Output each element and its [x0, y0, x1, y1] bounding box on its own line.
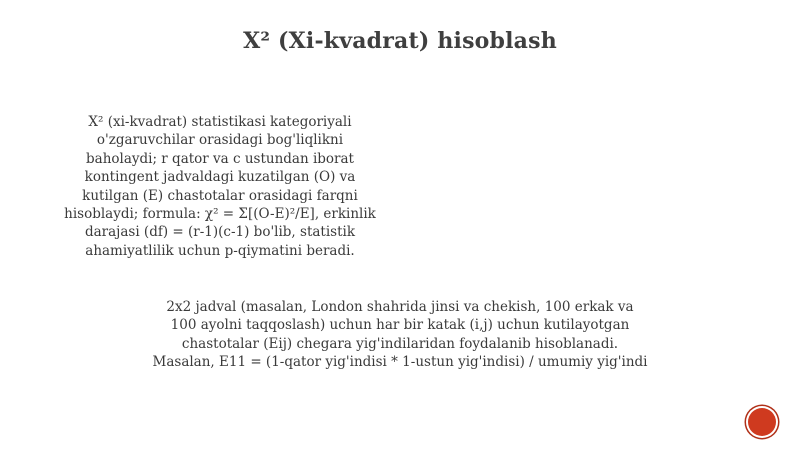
- description-line: darajasi (df) = (r-1)(c-1) bo'lib, statistik: [84, 224, 356, 241]
- description-line: baholaydi; r qator va c ustundan iborat: [86, 150, 354, 167]
- description-line: kontingent jadvaldagi kuzatilgan (O) va: [84, 169, 356, 186]
- description-line: kutilgan (E) chastotalar orasidagi farqni: [82, 187, 358, 204]
- expected-frequency-example: [120, 298, 680, 372]
- description-line: X² (xi-kvadrat) statistikasi kategoriyali: [88, 114, 352, 130]
- example-line: 100 ayolni taqqoslash) uchun har bir katak (i,j) uchun kutilayotgan: [170, 317, 630, 334]
- example-line: 2x2 jadval (masalan, London shahrida jinsi va chekish, 100 erkak va: [166, 299, 634, 315]
- slide-title: X² (Xi-kvadrat) hisoblash: [243, 28, 557, 54]
- chi-square-description: [50, 113, 390, 260]
- description-line: ahamiyatlilik uchun p-qiymatini beradi.: [85, 242, 355, 259]
- description-line: hisoblaydi; formula: χ² = Σ[(O-E)²/E], erkinlik: [64, 206, 376, 223]
- example-line: Masalan, E11 = (1-qator yig'indisi * 1-ustun yig'indisi) / umumiy yig'indi: [152, 354, 648, 371]
- description-line: o'zgaruvchilar orasidagi bog'liqlikni: [96, 132, 344, 149]
- slide-nav-button[interactable]: [748, 408, 776, 436]
- example-line: chastotalar (Eij) chegara yig'indilaridan foydalanib hisoblanadi.: [181, 335, 619, 352]
